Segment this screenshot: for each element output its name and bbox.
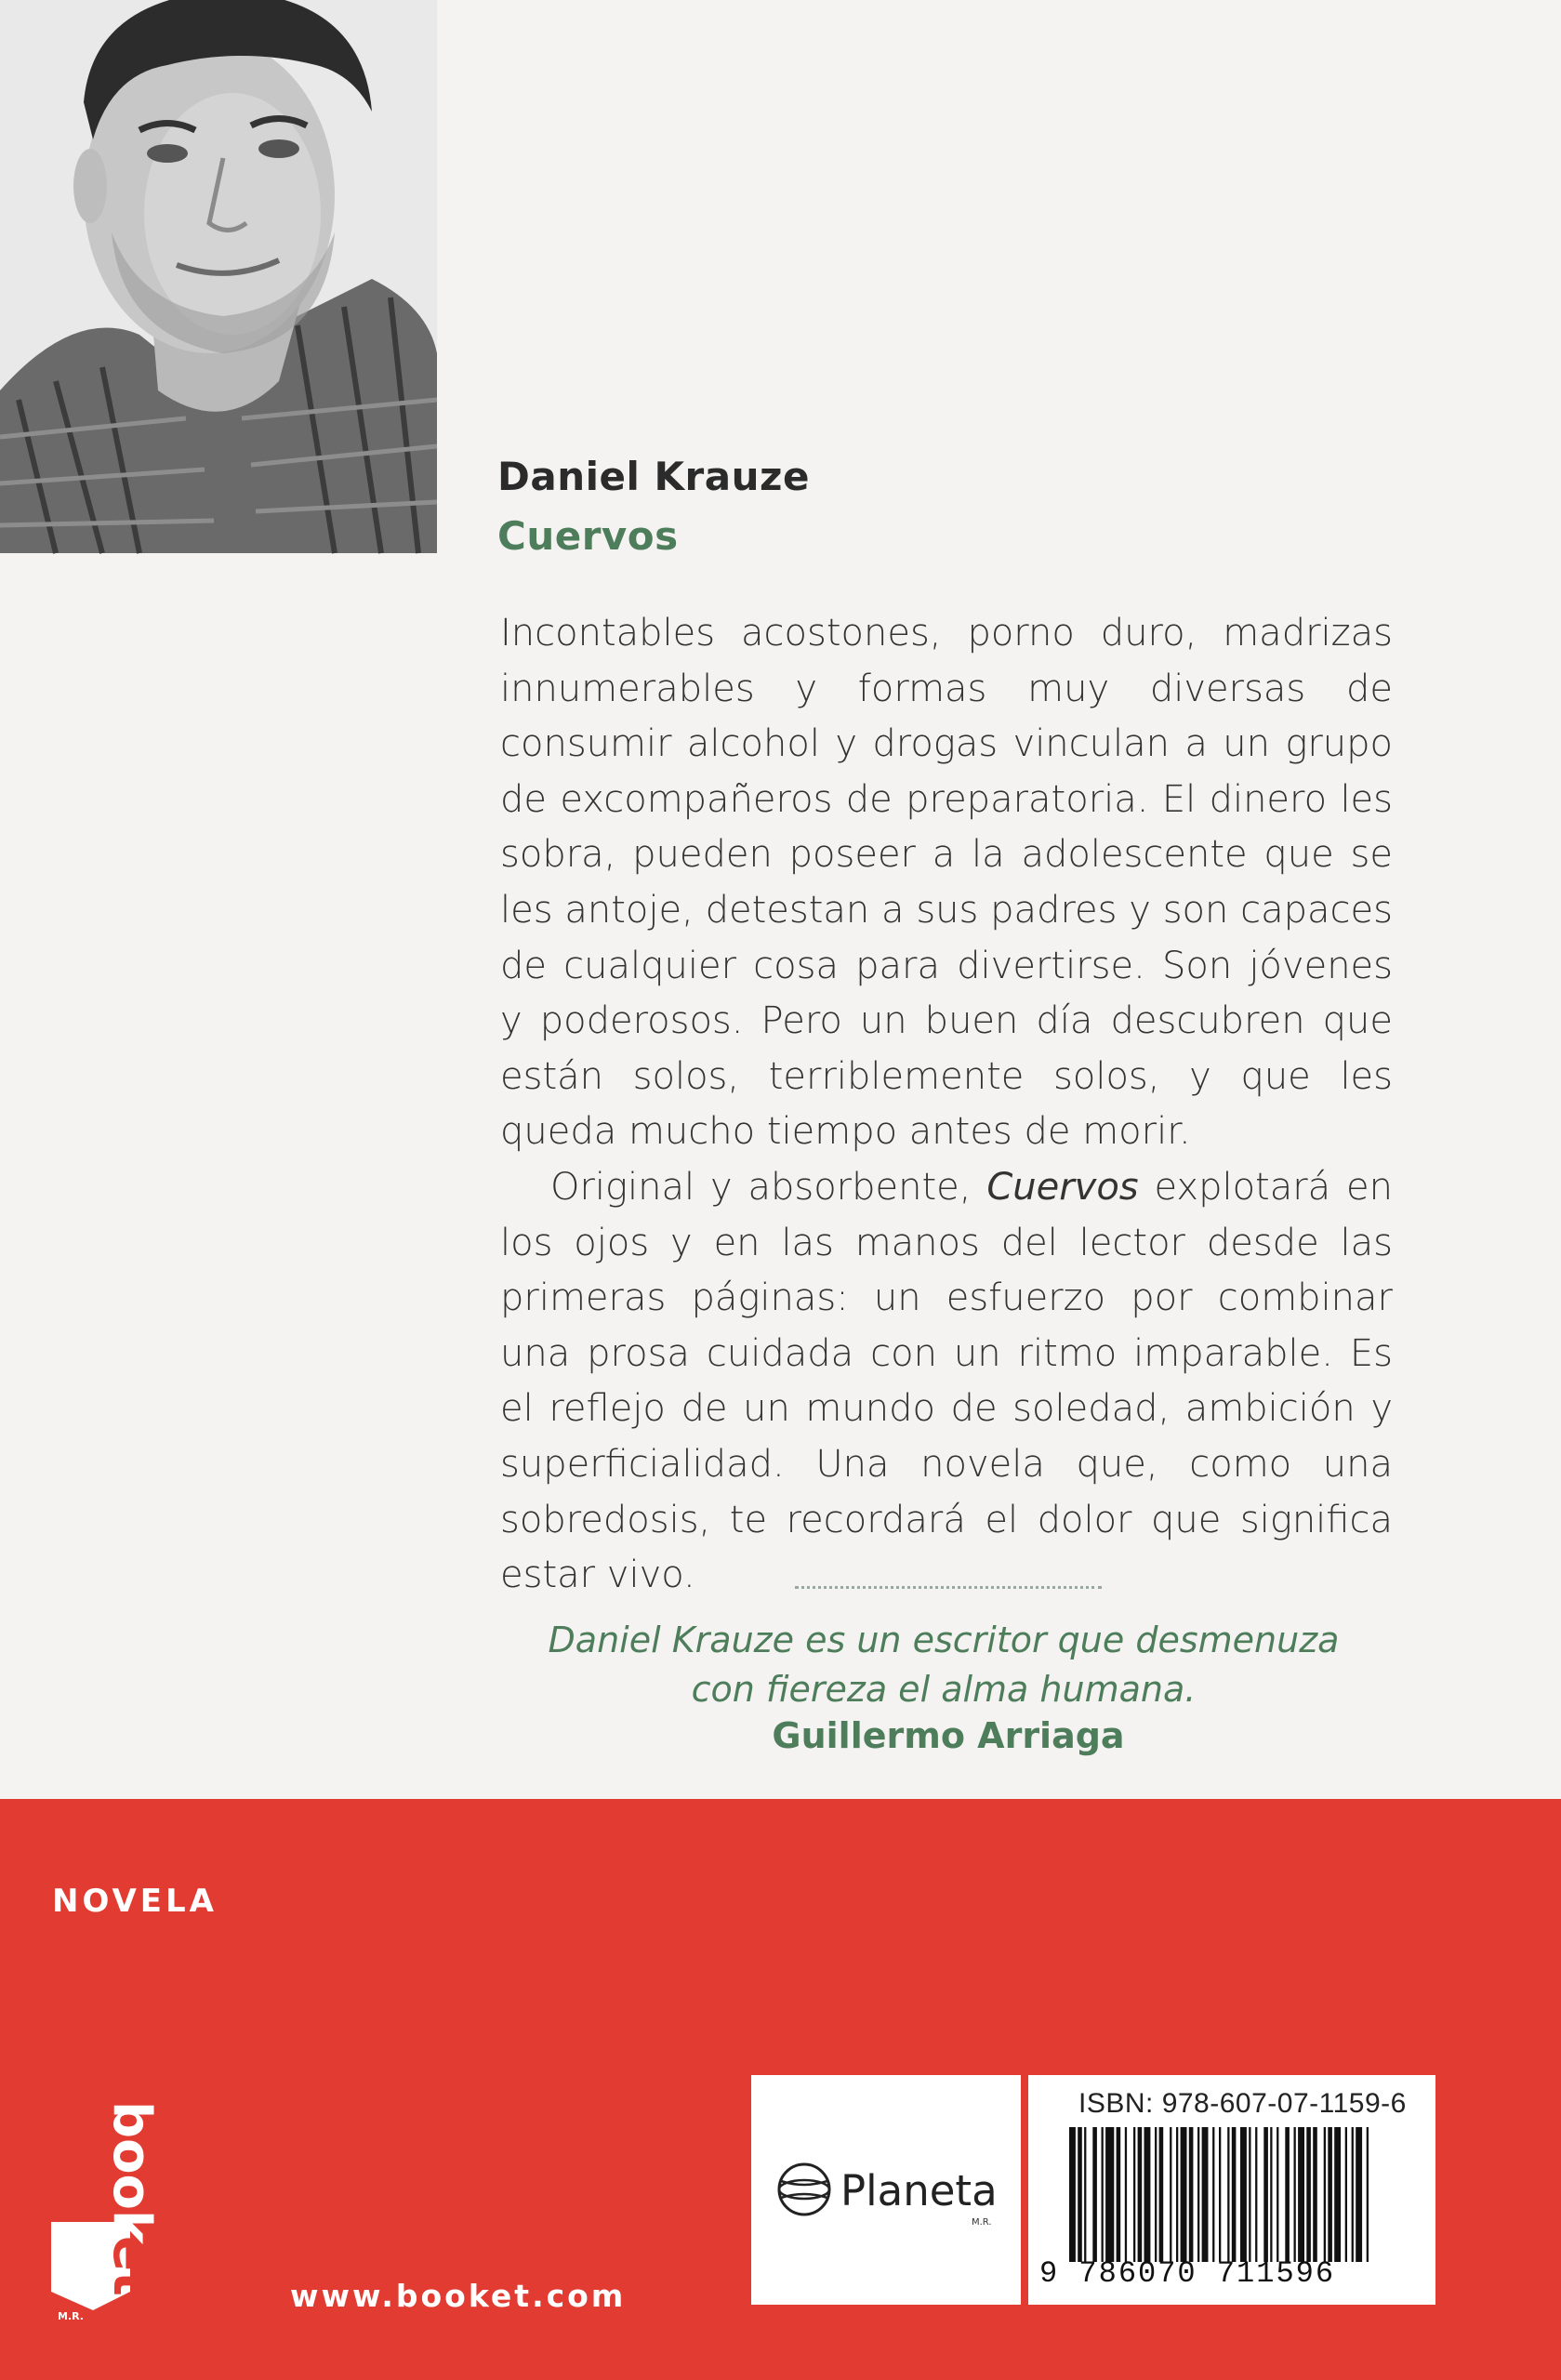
synopsis-text: explotará en los ojos y en las manos del lector desde las primeras páginas: un esfuerzo por combinar una prosa cuidada con un ritmo imparable. Es el reflejo de un mundo de soledad, ambición y superficialidad. Una novela que, como una sobredosis, te recordará el dolor que significa estar vivo. — [500, 1165, 1393, 1597]
synopsis — [500, 606, 1393, 1604]
publisher-mark: M.R. — [972, 2217, 992, 2228]
blurb-quote-line: con fiereza el alma humana. — [691, 1669, 1197, 1710]
synopsis-text: Original y absorbente, — [550, 1165, 987, 1209]
planeta-globe-icon — [775, 2161, 833, 2218]
isbn-label: ISBN: 978-607-07-1159-6 — [1078, 2088, 1407, 2119]
imprint-mark: M.R. — [58, 2310, 84, 2322]
blurb-quote — [502, 1616, 1385, 1714]
genre-label: NOVELA — [52, 1883, 218, 1920]
booket-logo — [42, 2082, 162, 2324]
barcode — [1069, 2127, 1421, 2276]
synopsis-paragraph — [500, 1160, 1393, 1604]
author-name: Daniel Krauze — [497, 454, 810, 499]
synopsis-paragraph: Incontables acostones, porno duro, madrizas innumerables y formas muy diversas de consumir alcohol y drogas vinculan a un grupo de excompañeros de preparatoria. El dinero les sobra, pueden poseer a la adolescente que se les antoje, detestan a sus padres y son capaces de cualquier cosa para divertirse. Son jóvenes y poderosos. Pero un buen día descubren que están solos, terriblemente solos, y que les queda mucho tiempo antes de morir. — [500, 612, 1393, 1154]
svg-text:book: book — [101, 2101, 162, 2245]
synopsis-title-italic: Cuervos — [986, 1165, 1139, 1209]
dotted-divider — [795, 1586, 1102, 1589]
book-title: Cuervos — [497, 513, 679, 559]
blurb-attribution: Guillermo Arriaga — [772, 1715, 1125, 1756]
publisher-name: Planeta — [840, 2166, 998, 2215]
blurb-quote-line: Daniel Krauze es un escritor que desmenuza — [548, 1620, 1340, 1660]
author-photo — [0, 0, 437, 553]
svg-text:et: et — [101, 2236, 162, 2296]
website-url: www.booket.com — [290, 2278, 627, 2314]
barcode-digits: 9 786070 711596 — [1039, 2256, 1336, 2291]
